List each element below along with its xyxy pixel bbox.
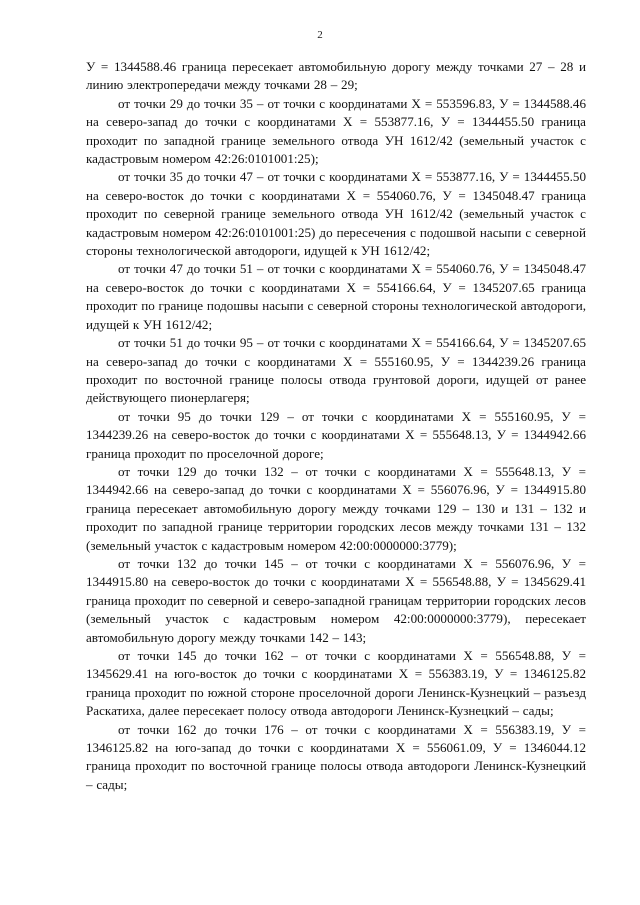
paragraph-continuation: У = 1344588.46 граница пересекает автомобильную дорогу между точками 27 – 28 и линию электропередачи между точками 28 – 29; xyxy=(86,59,586,93)
document-body xyxy=(86,58,586,794)
paragraph-segment-51-95: от точки 51 до точки 95 – от точки с координатами Х = 554166.64, У = 1345207.65 на северо-запад до точки с координатами Х = 555160.95, У = 1344239.26 граница проходит по восточной границе полосы отвода грунтовой дороги, идущей от ранее действующего пионерлагеря; xyxy=(86,335,586,406)
page-number: 2 xyxy=(317,29,323,41)
paragraph-segment-29-35: от точки 29 до точки 35 – от точки с координатами Х = 553596.83, У = 1344588.46 на северо-запад до точки с координатами Х = 553877.16, У = 1344455.50 граница проходит по западной границе земельного отвода УН 1612/42 (земельный участок с кадастровым номером 42:26:0101001:25); xyxy=(86,95,586,167)
paragraph-segment-95-129: от точки 95 до точки 129 – от точки с координатами Х = 555160.95, У = 1344239.26 на северо-восток до точки с координатами Х = 555648.13, У = 1344942.66 граница проходит по проселочной дороге; xyxy=(86,408,586,461)
paragraph-segment-132-145: от точки 132 до точки 145 – от точки с координатами Х = 556076.96, У = 1344915.80 на северо-восток до точки с координатами Х = 556548.88, У = 1345629.41 граница проходит по северной и северо-западной границам территории городских лесов (земельный участок с кадастровым номером 42:00:0000000:3779), пересекает автомобильную дорогу между точками 142 – 143; xyxy=(86,555,586,645)
paragraph-segment-35-47: от точки 35 до точки 47 – от точки с координатами Х = 553877.16, У = 1344455.50 на северо-восток до точки с координатами Х = 554060.76, У = 1345048.47 граница проходит по северной границе земельного отвода УН 1612/42 (земельный участок с кадастровым номером 42:26:0101001:25) до пересечения с подошвой насыпи с северной стороны технологической автодороги, идущей к УН 1612/42; xyxy=(86,169,586,259)
paragraph-segment-47-51: от точки 47 до точки 51 – от точки с координатами Х = 554060.76, У = 1345048.47 на северо-восток до точки с координатами Х = 554166.64, У = 1345207.65 граница проходит по границе подошвы насыпи с северной стороны технологической автодороги, идущей к УН 1612/42; xyxy=(86,261,586,332)
paragraph-segment-162-176: от точки 162 до точки 176 – от точки с координатами Х = 556383.19, У = 1346125.82 на юго-запад до точки с координатами Х = 556061.09, У = 1346044.12 граница проходит по восточной границе полосы отвода автодороги Ленинск-Кузнецкий – сады; xyxy=(86,721,586,792)
paragraph-segment-129-132: от точки 129 до точки 132 – от точки с координатами Х = 555648.13, У = 1344942.66 на северо-запад до точки с координатами Х = 556076.96, У = 1344915.80 граница пересекает автомобильную дорогу между точками 129 – 130 и 131 – 132 и проходит по западной границе территории городских лесов между точками 131 – 132 (земельный участок с кадастровым номером 42:00:0000000:3779); xyxy=(86,463,586,553)
paragraph-segment-145-162: от точки 145 до точки 162 – от точки с координатами Х = 556548.88, У = 1345629.41 на юго-восток до точки с координатами Х = 556383.19, У = 1346125.82 граница проходит по южной стороне проселочной дороги Ленинск-Кузнецкий – разъезд Раскатиха, далее пересекает полосу отвода автодороги Ленинск-Кузнецкий – сады; xyxy=(86,648,586,719)
